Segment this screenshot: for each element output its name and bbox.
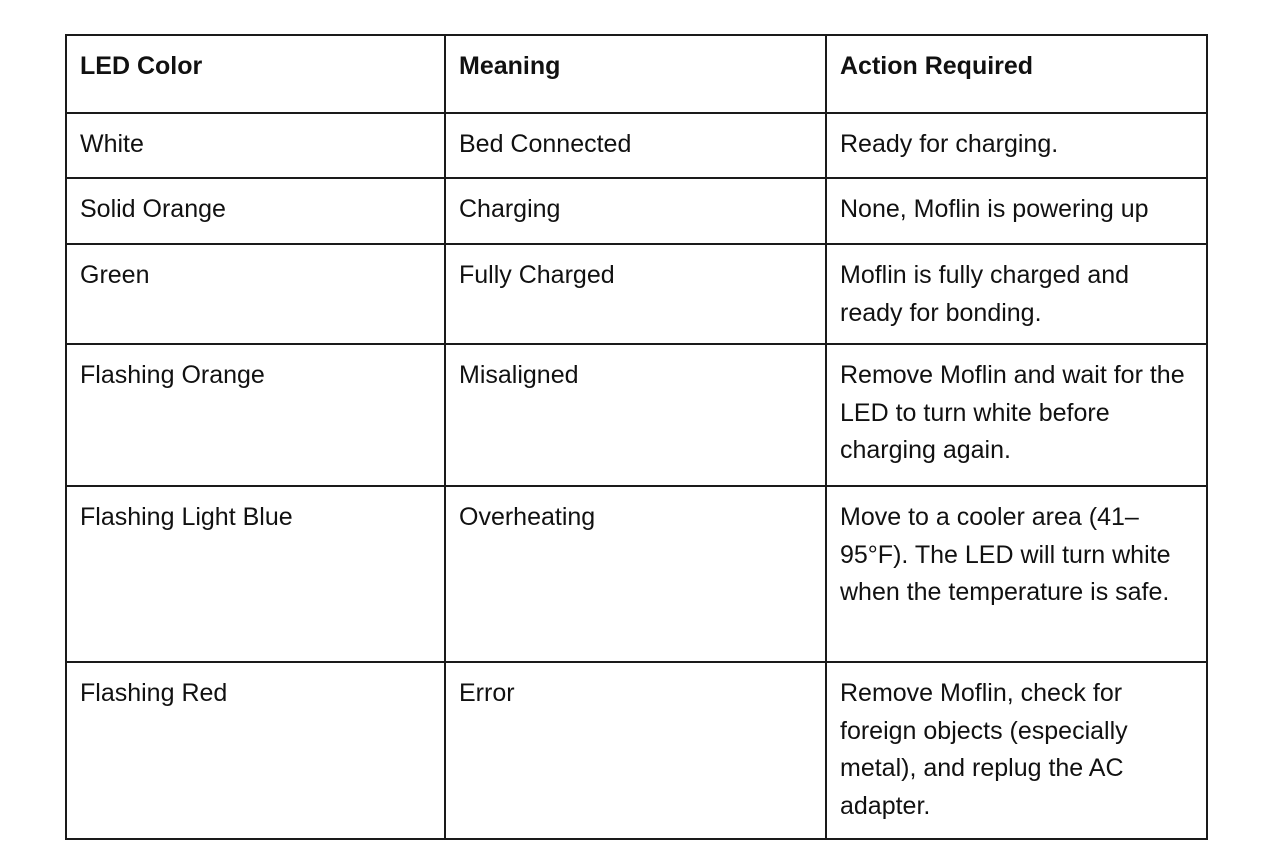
- cell-meaning: Bed Connected: [445, 113, 826, 178]
- table-row: [66, 662, 1207, 839]
- cell-meaning: Fully Charged: [445, 244, 826, 344]
- cell-action: Move to a cooler area (41–95°F). The LED will turn white when the temperature is safe.: [826, 486, 1207, 662]
- table-row: [66, 486, 1207, 662]
- header-led-color: LED Color: [66, 35, 445, 113]
- cell-led-color: Flashing Orange: [66, 344, 445, 486]
- cell-action: Ready for charging.: [826, 113, 1207, 178]
- cell-action: Remove Moflin, check for foreign objects (especially metal), and replug the AC adapter.: [826, 662, 1207, 839]
- cell-meaning: Charging: [445, 178, 826, 244]
- cell-meaning: Misaligned: [445, 344, 826, 486]
- table-row: [66, 244, 1207, 344]
- cell-led-color: Flashing Light Blue: [66, 486, 445, 662]
- cell-led-color: White: [66, 113, 445, 178]
- cell-action: Remove Moflin and wait for the LED to turn white before charging again.: [826, 344, 1207, 486]
- header-meaning: Meaning: [445, 35, 826, 113]
- header-action-required: Action Required: [826, 35, 1207, 113]
- cell-meaning: Overheating: [445, 486, 826, 662]
- cell-led-color: Green: [66, 244, 445, 344]
- cell-action: None, Moflin is powering up: [826, 178, 1207, 244]
- table-header-row: [66, 35, 1207, 113]
- table-row: [66, 113, 1207, 178]
- cell-meaning: Error: [445, 662, 826, 839]
- cell-led-color: Solid Orange: [66, 178, 445, 244]
- cell-action: Moflin is fully charged and ready for bonding.: [826, 244, 1207, 344]
- table-row: [66, 344, 1207, 486]
- table-row: [66, 178, 1207, 244]
- cell-led-color: Flashing Red: [66, 662, 445, 839]
- led-status-table: [65, 34, 1208, 840]
